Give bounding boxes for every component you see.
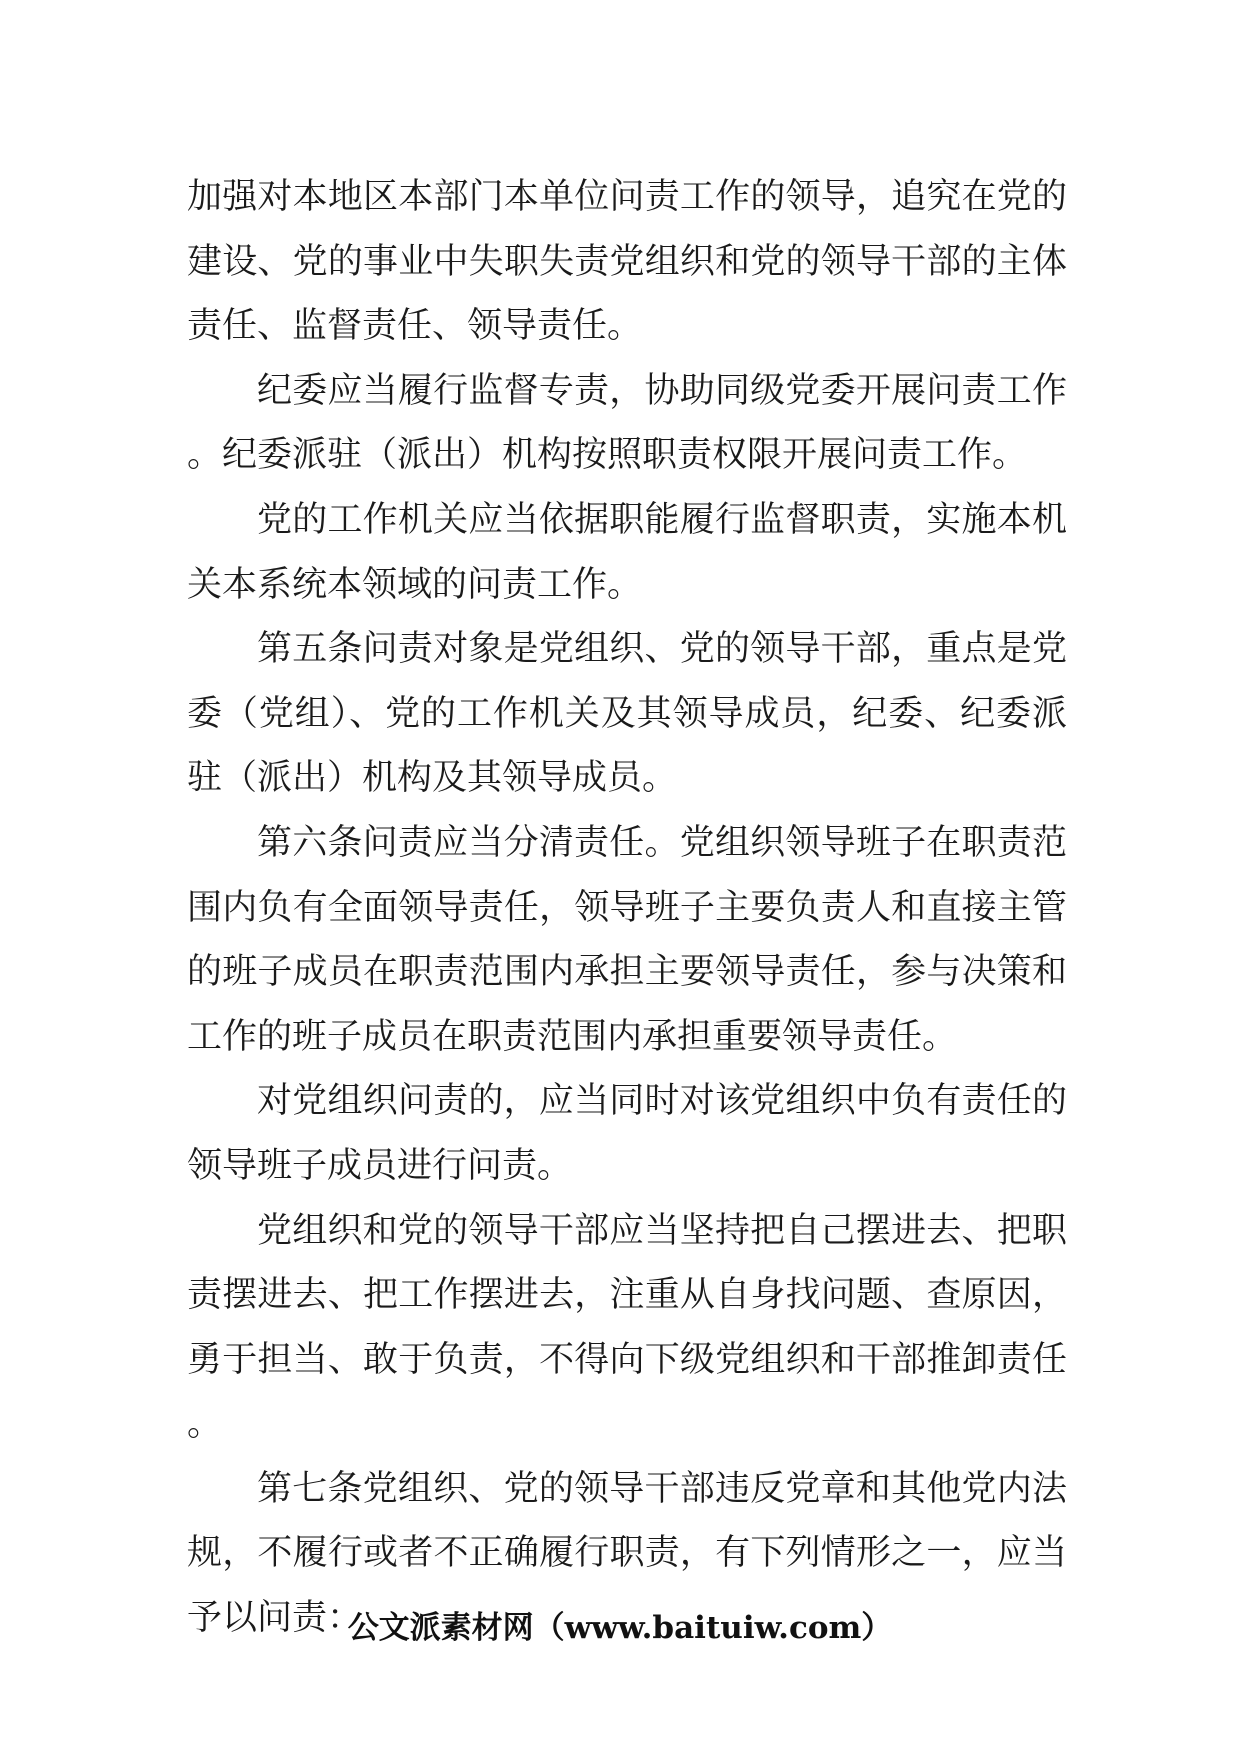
paragraph-article-6: 第六条问责应当分清责任。党组织领导班子在职责范围内负有全面领导责任，领导班子主要负责人和直接主管的班子成员在职责范围内承担主要领导责任，参与决策和工作的班子成员在职责范围内承担重要领导责任。 (187, 822, 1067, 1057)
paragraph-org-accountability: 对党组织问责的，应当同时对该党组织中负有责任的领导班子成员进行问责。 (187, 1081, 1067, 1186)
paragraph-self-responsibility: 党组织和党的领导干部应当坚持把自己摆进去、把职责摆进去、把工作摆进去，注重从自身找问题、查原因，勇于担当、敢于负责，不得向下级党组织和干部推卸责任。 (187, 1210, 1067, 1445)
paragraph-working-organs: 党的工作机关应当依据职能履行监督职责，实施本机关本系统本领域的问责工作。 (187, 499, 1067, 605)
paragraph-article-5: 第五条问责对象是党组织、党的领导干部，重点是党委（党组）、党的工作机关及其领导成员，纪委、纪委派驻（派出）机构及其领导成员。 (187, 629, 1067, 799)
footer-watermark: 公文派素材网（www.baituiw.com） (347, 1610, 893, 1646)
paragraph-continuation: 加强对本地区本部门本单位问责工作的领导，追究在党的建设、党的事业中失职失责党组织和党的领导干部的主体责任、监督责任、领导责任。 (187, 177, 1067, 347)
paragraph-article-7: 第七条党组织、党的领导干部违反党章和其他党内法规，不履行或者不正确履行职责，有下列情形之一，应当予以问责： (187, 1468, 1067, 1639)
paragraph-commission-duty: 纪委应当履行监督专责，协助同级党委开展问责工作。纪委派驻（派出）机构按照职责权限开展问责工作。 (187, 370, 1067, 476)
document-body (187, 165, 1067, 1651)
